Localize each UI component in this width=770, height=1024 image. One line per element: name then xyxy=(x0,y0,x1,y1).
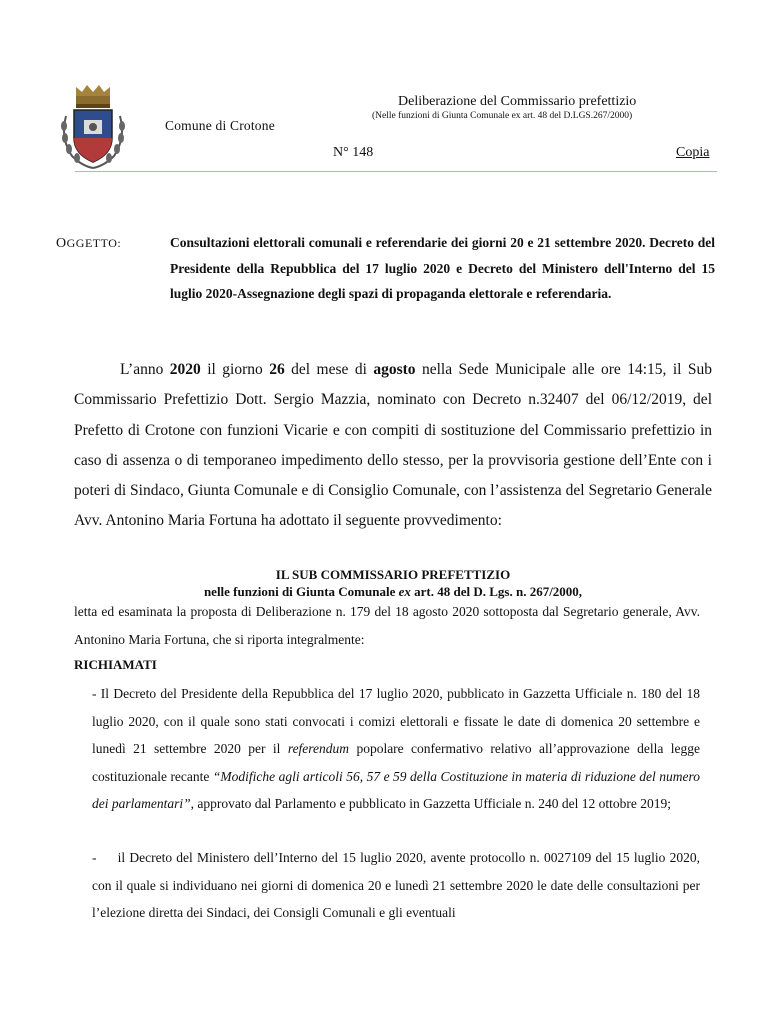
intro-text-4: nella Sede Municipale alle ore 14:15, il Sub Commissario Prefettizio Dott. Sergio Mazzia, nominato con Decreto n.32407 del 06/12/2019, del Prefetto di Crotone con funzioni Vicarie e con compiti di sostituzione del Commissario prefettizio in caso di assenza o di temporaneo impedimento dello stesso, per la provvisoria gestione dell’Ente con i poteri di Sindaco, Giunta Comunale e di Consiglio Comunale, con l’assistenza del Segretario Generale Avv. Antonino Maria Fortuna ha adottato il seguente provvedimento: xyxy=(74,361,712,530)
intro-month: agosto xyxy=(373,361,416,378)
subject-label-rest: GGETTO: xyxy=(66,236,122,250)
subheading-b: art. 48 del D. Lgs. n. 267/2000, xyxy=(410,584,583,599)
deliberation-number: N° 148 xyxy=(333,145,374,160)
item1-text-b: popolare confermativo relativo all’approvazione della legge costituzionale recante xyxy=(92,741,700,784)
coat-of-arms-icon xyxy=(58,82,128,170)
subheading-ex: ex xyxy=(398,584,411,599)
header-divider xyxy=(75,171,717,172)
list-item xyxy=(92,680,700,818)
intro-text-2: il giorno xyxy=(200,361,270,378)
item1-text-c: , approvato dal Parlamento e pubblicato in Gazzetta Ufficiale n. 240 del 12 ottobre 2019; xyxy=(190,796,671,811)
item1-referendum: referendum xyxy=(287,741,350,756)
document-type: Deliberazione del Commissario prefettizio xyxy=(398,94,637,109)
item1-quote: “Modifiche agli articoli 56, 57 e 59 della Costituzione in materia di riduzione del numero dei parlamentari” xyxy=(92,768,700,811)
subject-text: Consultazioni elettorali comunali e referendarie dei giorni 20 e 21 settembre 2020. Decreto del Presidente della Repubblica del 17 luglio 2020 e Decreto del Ministero dell'Interno del 15 luglio 2020-Assegnazione degli spazi di propaganda elettorale e referendaria. xyxy=(170,235,715,301)
intro-paragraph xyxy=(74,355,712,537)
subject-label xyxy=(56,236,121,252)
subject-label-initial: O xyxy=(56,236,67,251)
decision-heading: IL SUB COMMISSARIO PREFETTIZIO xyxy=(275,567,511,582)
richiamati-heading: RICHIAMATI xyxy=(74,657,157,672)
intro-day: 26 xyxy=(269,361,285,378)
commune-name: Comune di Crotone xyxy=(165,118,275,133)
intro-text-3: del mese di xyxy=(284,361,374,378)
list-item xyxy=(92,844,700,927)
document-subtitle: (Nelle funzioni di Giunta Comunale ex art. 48 del D.LGS.267/2000) xyxy=(372,111,633,121)
copy-label: Copia xyxy=(676,145,710,160)
list-item-dash: - xyxy=(92,850,97,865)
item1-text-a: Il Decreto del Presidente della Repubblica del 17 luglio 2020, pubblicato in Gazzetta Ufficiale n. 180 del 18 luglio 2020, con il quale sono stati convocati i comizi elettorali e fissate le date di domenica 20 settembre e lunedì 21 settembre 2020 per il xyxy=(92,686,700,756)
list-item-dash: - xyxy=(92,686,97,701)
intro-text-1: L’anno xyxy=(120,361,170,378)
intro-year: 2020 xyxy=(169,361,201,378)
item2-text: il Decreto del Ministero dell’Interno del 15 luglio 2020, avente protocollo n. 0027109 del 15 luglio 2020, con il quale si individuano nei giorni di domenica 20 e lunedì 21 settembre 2020 le date delle consultazioni per l’elezione diretta dei Sindaci, dei Consigli Comunali e gli eventuali xyxy=(92,850,700,920)
subheading-a: nelle funzioni di Giunta Comunale xyxy=(203,584,399,599)
proposal-paragraph: letta ed esaminata la proposta di Deliberazione n. 179 del 18 agosto 2020 sottoposta dal Segretario generale, Avv. Antonino Maria Fortuna, che si riporta integralmente: xyxy=(74,604,700,647)
